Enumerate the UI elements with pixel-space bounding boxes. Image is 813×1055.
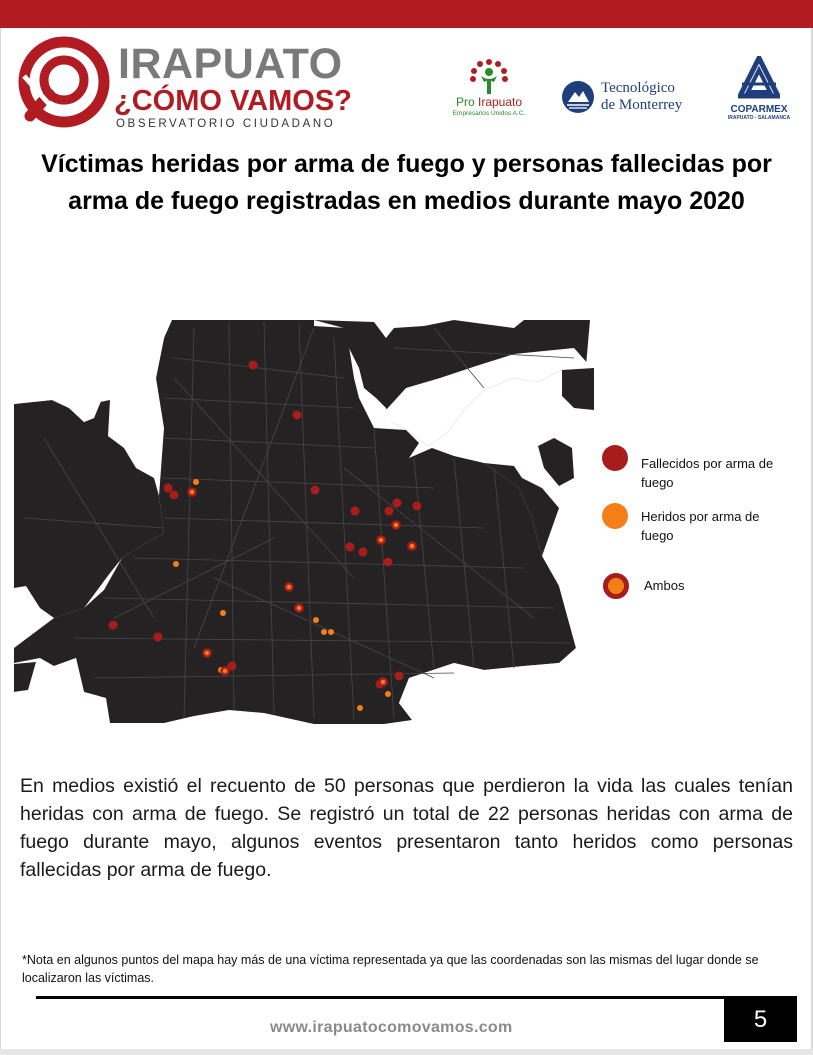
fallecido-point <box>311 486 320 495</box>
logo-subtitle: ¿CÓMO VAMOS? <box>114 85 352 117</box>
irapuato-logo-icon <box>18 36 110 128</box>
ambos-point <box>391 520 401 530</box>
fallecido-point <box>351 507 360 516</box>
coparmex-logo <box>720 56 798 122</box>
fallecido-point <box>385 507 394 516</box>
herido-point <box>220 610 226 616</box>
legend-fallecidos-swatch <box>602 445 628 471</box>
coparmex-icon <box>738 56 780 100</box>
tec-line2: de Monterrey <box>601 97 683 113</box>
ambos-point <box>284 582 294 592</box>
website-url: www.irapuatocomovamos.com <box>270 1019 513 1036</box>
legend-heridos-label: Heridos por arma de fuego <box>641 509 760 543</box>
pro-irapuato-subtitle: Empresarios Unidos A.C. <box>452 110 526 117</box>
legend-heridos-swatch <box>602 503 628 529</box>
page-number: 5 <box>724 996 797 1042</box>
legend-ambos-label: Ambos <box>644 578 685 593</box>
footnote: *Nota en algunos puntos del mapa hay más de una víctima representada ya que las coordenadas son las mismas del lugar donde se localizaron las víctimas. <box>22 953 759 985</box>
fallecido-point <box>384 558 393 567</box>
ambos-point <box>187 487 197 497</box>
fallecido-point <box>109 621 118 630</box>
herido-point <box>328 629 334 635</box>
fallecido-point <box>249 361 258 370</box>
ambos-point <box>220 666 230 676</box>
ambos-point <box>407 541 417 551</box>
logo-tagline: OBSERVATORIO CIUDADANO <box>116 118 336 130</box>
page-title: Víctimas heridas por arma de fuego y personas fallecidas por arma de fuego registradas en medios durante mayo 2020 <box>41 150 772 215</box>
top-red-bar <box>0 0 813 28</box>
ambos-point <box>378 677 388 687</box>
coparmex-name: COPARMEX <box>730 104 788 115</box>
logo-title: IRAPUATO <box>118 40 343 88</box>
herido-point <box>385 691 391 697</box>
fallecido-point <box>346 543 355 552</box>
frame-left <box>0 28 1 1055</box>
fallecido-point <box>359 548 368 557</box>
footer-rule <box>36 996 726 999</box>
pro-irapuato-icon <box>468 58 510 96</box>
pro-irapuato-name: Pro Irapuato <box>455 95 523 109</box>
summary-paragraph: En medios existió el recuento de 50 personas que perdieron la vida las cuales tenían heridas con arma de fuego. Se registró un total de 22 personas heridas con arma de fuego durante mayo, algunos eventos presentaron tanto heridos como personas fallecidas por arma de fuego. <box>20 775 793 881</box>
fallecido-point <box>293 411 302 420</box>
herido-point <box>313 617 319 623</box>
herido-point <box>357 705 363 711</box>
herido-point <box>321 629 327 635</box>
frame-bottom <box>0 1049 813 1055</box>
herido-point <box>173 561 179 567</box>
tec-monterrey-icon <box>561 80 595 114</box>
ambos-point <box>376 535 386 545</box>
legend-ambos-swatch <box>603 573 629 599</box>
coparmex-subtitle: IRAPUATO - SALAMANCA <box>727 115 791 121</box>
fallecido-point <box>393 499 402 508</box>
fallecido-point <box>164 484 173 493</box>
fallecido-point <box>154 633 163 642</box>
pro-irapuato-logo <box>450 58 528 120</box>
tec-line1: Tecnológico <box>601 80 675 96</box>
ambos-point <box>202 648 212 658</box>
irapuato-map <box>14 318 594 726</box>
fallecido-point <box>413 502 422 511</box>
legend-fallecidos-label: Fallecidos por arma de fuego <box>641 456 774 490</box>
ambos-point <box>294 603 304 613</box>
tec-monterrey-logo <box>561 78 696 118</box>
fallecido-point <box>170 491 179 500</box>
herido-point <box>193 479 199 485</box>
fallecido-point <box>395 672 404 681</box>
